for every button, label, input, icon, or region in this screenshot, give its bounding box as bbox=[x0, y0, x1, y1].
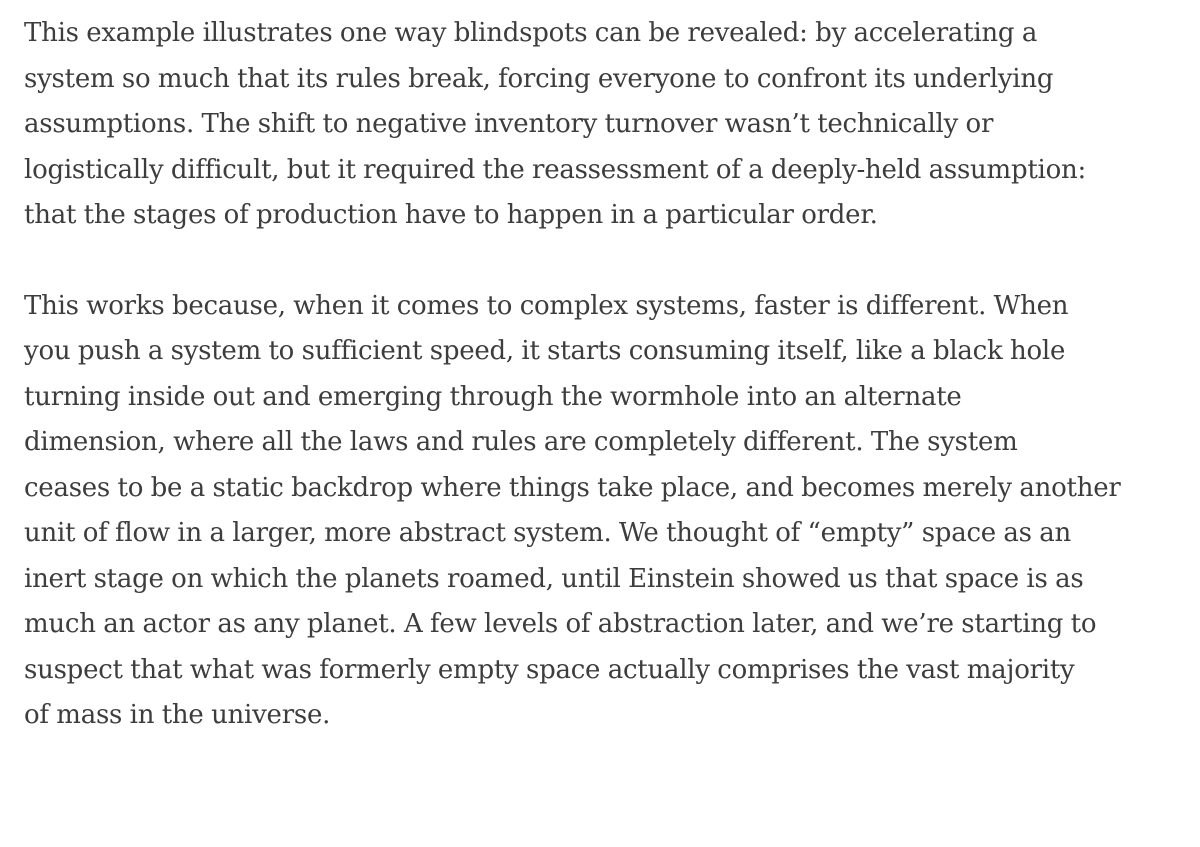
text-line: of mass in the universe. bbox=[24, 700, 331, 730]
text-line: suspect that what was formerly empty space actually comprises the vast majority bbox=[24, 654, 1075, 685]
text-line: assumptions. The shift to negative inventory turnover wasn’t technically or bbox=[24, 109, 994, 139]
text-line: turning inside out and emerging through the wormhole into an alternate bbox=[24, 381, 962, 412]
text-line: that the stages of production have to happen in a particular order. bbox=[24, 200, 878, 230]
text-line: unit of flow in a larger, more abstract system. We thought of “empty” space as an bbox=[24, 518, 1072, 548]
text-line: system so much that its rules break, forcing everyone to confront its underlying bbox=[24, 63, 1054, 94]
text-line: This works because, when it comes to complex systems, faster is different. When bbox=[24, 290, 1069, 321]
text-line: logistically difficult, but it required the reassessment of a deeply-held assumption: bbox=[24, 154, 1087, 185]
text-line: This example illustrates one way blindspots can be revealed: by accelerating a bbox=[24, 18, 1038, 48]
text-line: you push a system to sufficient speed, it starts consuming itself, like a black hole bbox=[24, 336, 1066, 366]
text-line: ceases to be a static backdrop where things take place, and becomes merely another bbox=[24, 472, 1121, 503]
text-line: dimension, where all the laws and rules are completely different. The system bbox=[24, 427, 1018, 457]
text-line: inert stage on which the planets roamed, until Einstein showed us that space is as bbox=[24, 563, 1084, 594]
paragraph-2 bbox=[24, 284, 1194, 739]
paragraph-1 bbox=[24, 11, 1194, 239]
text-line: much an actor as any planet. A few levels of abstraction later, and we’re starting to bbox=[24, 609, 1097, 639]
article-body bbox=[24, 11, 1194, 784]
